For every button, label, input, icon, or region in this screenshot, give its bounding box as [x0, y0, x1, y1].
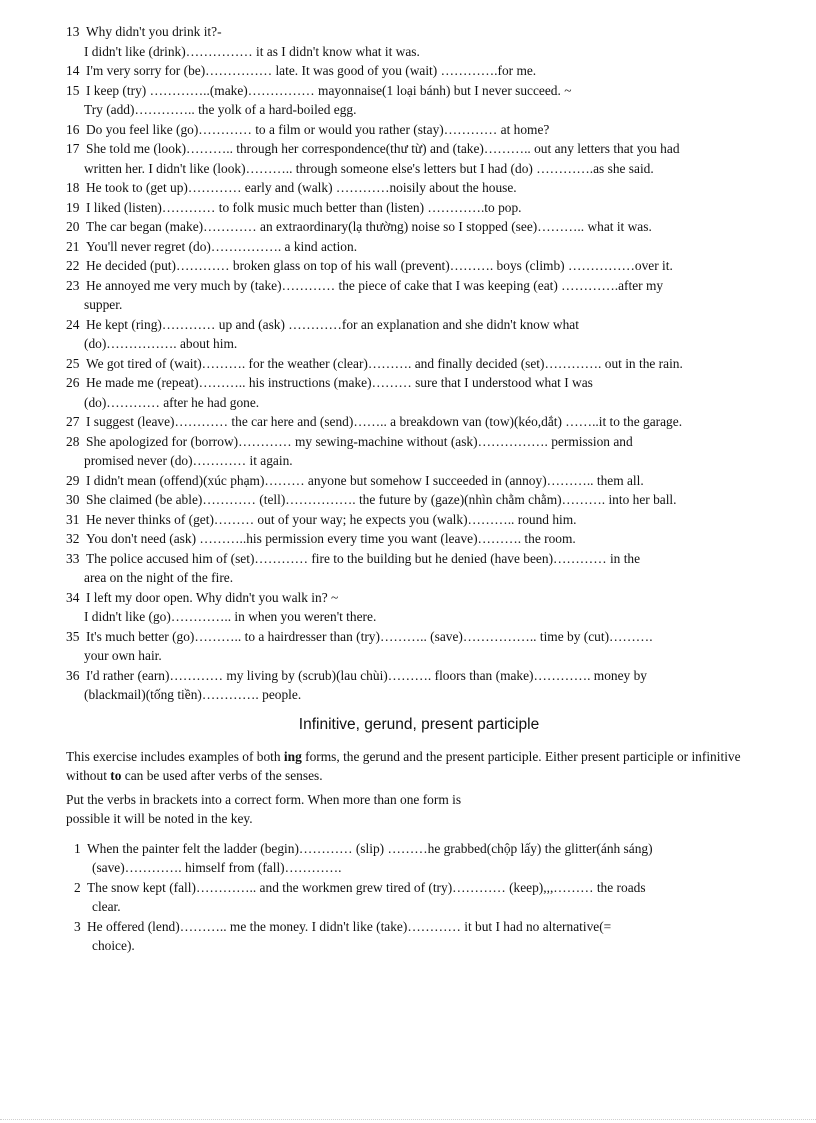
question-text: He decided (put)………… broken glass on top of his wall (prevent)………. boys (climb) ……………over it. [86, 258, 673, 273]
question-first-line [66, 412, 772, 432]
question-item [66, 256, 772, 276]
question-text: I liked (listen)………… to folk music much better than (listen) ………….to pop. [86, 199, 522, 215]
intro-bold-to: to [110, 768, 122, 783]
question-text: You don't need (ask) ………..his permission every time you want (leave)………. the room. [86, 531, 576, 546]
question-number: 36 [66, 667, 80, 683]
question-number: 35 [66, 628, 80, 644]
intro-bold-ing: ing [283, 748, 302, 764]
question-first-line [66, 354, 772, 374]
intro-text-middle: forms, the gerund and the present participle. Either present participle or infinitive without [66, 748, 741, 783]
question-continuation-line: I didn't like (drink)…………… it as I didn't know what it was. [84, 43, 420, 59]
question-item [66, 471, 772, 491]
question-first-line [66, 373, 772, 393]
question-first-line [66, 471, 772, 491]
question-first-line [66, 61, 772, 81]
question-first-line [66, 276, 772, 296]
question-item [66, 178, 772, 198]
question-continuation-line: your own hair. [84, 648, 162, 663]
question-number: 34 [66, 589, 80, 605]
question-text: I keep (try) …………..(make)…………… mayonnaise(1 loại bánh) but I never succeed. ~ [86, 82, 572, 98]
question-number: 21 [66, 238, 80, 254]
question-text: She claimed (be able)………… (tell)……………. the future by (gaze)(nhìn chằm chằm)………. into her ball. [86, 492, 677, 507]
question-text: She told me (look)……….. through her correspondence(thư từ) and (take)……….. out any letters that you had [86, 141, 680, 156]
question-first-line [66, 666, 772, 686]
question-first-line [66, 529, 772, 549]
question-item [66, 276, 772, 315]
question-first-line [66, 432, 772, 452]
question-number: 2 [74, 879, 81, 895]
question-text: Why didn't you drink it?- [86, 24, 222, 39]
question-number: 14 [66, 63, 80, 78]
question-number: 20 [66, 219, 80, 234]
question-continuation-line: (do)………… after he had gone. [84, 394, 260, 410]
question-text: I'm very sorry for (be)…………… late. It was good of you (wait) ………….for me. [86, 63, 537, 78]
question-text: He offered (lend)……….. me the money. I didn't like (take)………… it but I had no alternative(= [87, 918, 612, 934]
question-text: He took to (get up)………… early and (walk) …………noisily about the house. [86, 180, 517, 195]
question-item [66, 315, 772, 354]
question-item [66, 666, 772, 705]
question-text: She apologized for (borrow)………… my sewing-machine without (ask)……………. permission and [86, 433, 633, 449]
question-text: He annoyed me very much by (take)………… the piece of cake that I was keeping (eat) ………….after my [86, 277, 664, 293]
question-first-line [66, 120, 772, 140]
question-item [66, 120, 772, 140]
question-item [74, 839, 772, 878]
question-continuation-line: (save)…………. himself from (fall)…………. [92, 860, 342, 875]
question-number: 19 [66, 199, 80, 215]
question-text: I didn't mean (offend)(xúc phạm)……… anyone but somehow I succeeded in (annoy)……….. them all. [86, 472, 644, 488]
question-first-line [74, 839, 772, 859]
question-item [66, 412, 772, 432]
question-number: 13 [66, 24, 80, 39]
question-number: 1 [74, 840, 81, 856]
exercise-1-list [66, 22, 772, 705]
question-item [74, 917, 772, 956]
question-item [66, 627, 772, 666]
question-item [66, 432, 772, 471]
question-item [66, 588, 772, 627]
question-item [66, 373, 772, 412]
question-number: 3 [74, 918, 81, 934]
question-number: 17 [66, 141, 80, 156]
question-continuation-line: Try (add)………….. the yolk of a hard-boiled egg. [84, 102, 357, 117]
question-number: 22 [66, 258, 80, 273]
question-text: When the painter felt the ladder (begin)………… (slip) ………he grabbed(chộp lấy) the glitter(ánh sáng) [87, 840, 653, 856]
question-item [66, 139, 772, 178]
question-item [66, 22, 772, 61]
question-number: 15 [66, 82, 80, 98]
question-first-line [66, 588, 772, 608]
question-first-line [66, 510, 772, 530]
question-text: You'll never regret (do)……………. a kind action. [86, 238, 358, 254]
question-first-line [74, 878, 772, 898]
question-first-line [66, 237, 772, 257]
question-continuation-line: clear. [92, 899, 121, 914]
question-text: He made me (repeat)……….. his instructions (make)……… sure that I understood what I was [86, 375, 593, 390]
question-continuation-line: (do)……………. about him. [84, 336, 238, 351]
question-number: 31 [66, 511, 80, 527]
question-text: I suggest (leave)………… the car here and (send)…….. a breakdown van (tow)(kéo,dắt) ……..it to the garage. [86, 414, 683, 429]
question-item [66, 510, 772, 530]
question-item [66, 237, 772, 257]
question-continuation-line: promised never (do)………… it again. [84, 453, 293, 468]
question-text: We got tired of (wait)………. for the weather (clear)………. and finally decided (set)…………. out in the rain. [86, 355, 683, 371]
question-first-line [66, 549, 772, 569]
question-continuation-line: choice). [92, 938, 135, 953]
section-intro [66, 747, 772, 786]
question-number: 33 [66, 550, 80, 566]
question-first-line [66, 315, 772, 335]
question-item [66, 529, 772, 549]
question-number: 25 [66, 355, 80, 371]
question-text: He kept (ring)………… up and (ask) …………for an explanation and she didn't know what [86, 316, 579, 332]
section-title: Infinitive, gerund, present participle [298, 715, 540, 733]
question-first-line [66, 198, 772, 218]
question-first-line [66, 178, 772, 198]
question-continuation-line: written her. I didn't like (look)……….. through someone else's letters but I had (do) ………….as she said. [84, 160, 654, 176]
question-number: 26 [66, 375, 80, 390]
intro-text-end: can be used after verbs of the senses. [121, 768, 323, 783]
question-number: 24 [66, 316, 80, 332]
question-first-line [66, 256, 772, 276]
question-first-line [66, 22, 772, 42]
question-number: 16 [66, 121, 80, 137]
question-item [66, 198, 772, 218]
question-item [74, 878, 772, 917]
question-text: I'd rather (earn)………… my living by (scrub)(lau chùi)………. floors than (make)…………. money by [86, 667, 647, 683]
question-number: 27 [66, 414, 80, 429]
question-first-line [66, 139, 772, 159]
question-item [66, 61, 772, 81]
question-text: He never thinks of (get)……… out of your way; he expects you (walk)……….. round him. [86, 511, 577, 527]
question-text: Do you feel like (go)………… to a film or would you rather (stay)………… at home? [86, 121, 550, 137]
question-number: 32 [66, 531, 80, 546]
question-first-line [66, 81, 772, 101]
question-item [66, 490, 772, 510]
question-number: 23 [66, 277, 80, 293]
question-text: It's much better (go)……….. to a hairdresser than (try)……….. (save)…………….. time by (cut)………. [86, 628, 653, 644]
question-first-line [66, 217, 772, 237]
question-text: I left my door open. Why didn't you walk in? ~ [86, 589, 339, 605]
question-continuation-line: area on the night of the fire. [84, 570, 234, 585]
question-item [66, 354, 772, 374]
question-number: 29 [66, 472, 80, 488]
question-first-line [74, 917, 772, 937]
question-continuation-line: (blackmail)(tống tiền)…………. people. [84, 687, 302, 702]
question-continuation-line: supper. [84, 297, 123, 312]
section-instruction: Put the verbs in brackets into a correct form. When more than one form is possible it will be noted in the key. [66, 791, 462, 826]
question-item [66, 81, 772, 120]
question-continuation-line: I didn't like (go)………….. in when you weren't there. [84, 609, 377, 624]
question-number: 30 [66, 492, 80, 507]
question-text: The snow kept (fall)………….. and the workmen grew tired of (try)………… (keep),,,……… the roads [87, 879, 646, 895]
question-number: 28 [66, 433, 80, 449]
worksheet-page [66, 22, 772, 956]
page-bottom-rule [0, 1119, 816, 1120]
question-number: 18 [66, 180, 80, 195]
question-text: The police accused him of (set)………… fire to the building but he denied (have been)………… in the [86, 550, 641, 566]
intro-text-start: This exercise includes examples of both [66, 748, 284, 764]
question-text: The car began (make)………… an extraordinary(lạ thường) noise so I stopped (see)……….. what it was. [86, 219, 652, 234]
exercise-2-list [66, 839, 772, 956]
question-first-line [66, 490, 772, 510]
question-item [66, 549, 772, 588]
question-first-line [66, 627, 772, 647]
question-item [66, 217, 772, 237]
